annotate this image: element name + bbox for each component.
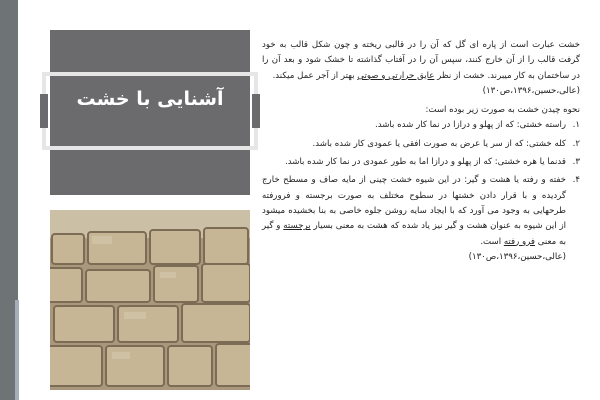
definition-underlined: عایق حرارتی و صوتی xyxy=(357,70,435,81)
item4-end: است. xyxy=(480,236,504,247)
intro-line: نحوه چیدن خشت به صورت زیر بوده است: xyxy=(425,105,580,116)
item4-text: خفته و رفته یا هشت و گیر: در این شیوه خشت چینی از مایه صاف و مسطح خارج گردیده و با قرار دادن خشتها در سطوح مختلف به صورت برجسته و فرورفته طرحهایی به وجود می آورد که با ایجاد سایه روشن جلوه خاصی به بنا بخشیده میشود از این شیوه به عنوان هشت و گیر نیز یاد شده که هشت به معنی بسیار xyxy=(262,175,566,232)
list-item xyxy=(262,155,580,170)
list-number: ۲. xyxy=(572,138,580,149)
list-number: ۱. xyxy=(572,120,580,131)
list-text: قدنما یا هره خشتی: که از پهلو و درازا اما به طور عمودی در نما کار شده باشد. xyxy=(285,157,566,168)
definition-paragraph xyxy=(262,38,580,99)
list-item xyxy=(262,173,580,265)
item4-underlined-2: فرو رفته xyxy=(503,236,536,247)
accent-bar xyxy=(15,300,19,400)
list-text: راسته خشتی: که از پهلو و درازا در نما کار شده باشد. xyxy=(374,120,566,131)
title-frame xyxy=(42,72,258,150)
item4-citation: (عالی،حسین،۱۳۹۶،ص۱۳۰) xyxy=(468,251,566,262)
definition-citation: (عالی،حسین،۱۳۹۶،ص۱۳۰) xyxy=(482,85,580,96)
list-text xyxy=(262,173,566,265)
list-item xyxy=(262,118,580,133)
list-item xyxy=(262,137,580,152)
definition-tail: بهتر از آجر عمل میکند. xyxy=(272,70,358,81)
definition-lead: خشت عبارت است از پاره ای گل که آن را در قالبی ریخته و چون شکل قالب به خود گرفت قالب را از آن خارج کنند، سپس آن را در آفتاب گذاشته تا خشک شود و بعد آن را در ساختمان به کار میبرند. خشت از نظر xyxy=(262,40,580,81)
list-text: کله خشتی: که از سر یا عرض به صورت افقی یا عمودی کار شده باشد. xyxy=(312,138,566,149)
page-title: آشنایی با خشت xyxy=(76,88,224,110)
item4-underlined-1: برجسته xyxy=(283,221,311,232)
list-number: ۴. xyxy=(572,175,580,186)
content-text xyxy=(262,38,580,265)
item4-mid: و گیر به معنی xyxy=(262,221,566,247)
list-number: ۳. xyxy=(572,157,580,168)
mud-brick-wall-image xyxy=(50,210,250,390)
